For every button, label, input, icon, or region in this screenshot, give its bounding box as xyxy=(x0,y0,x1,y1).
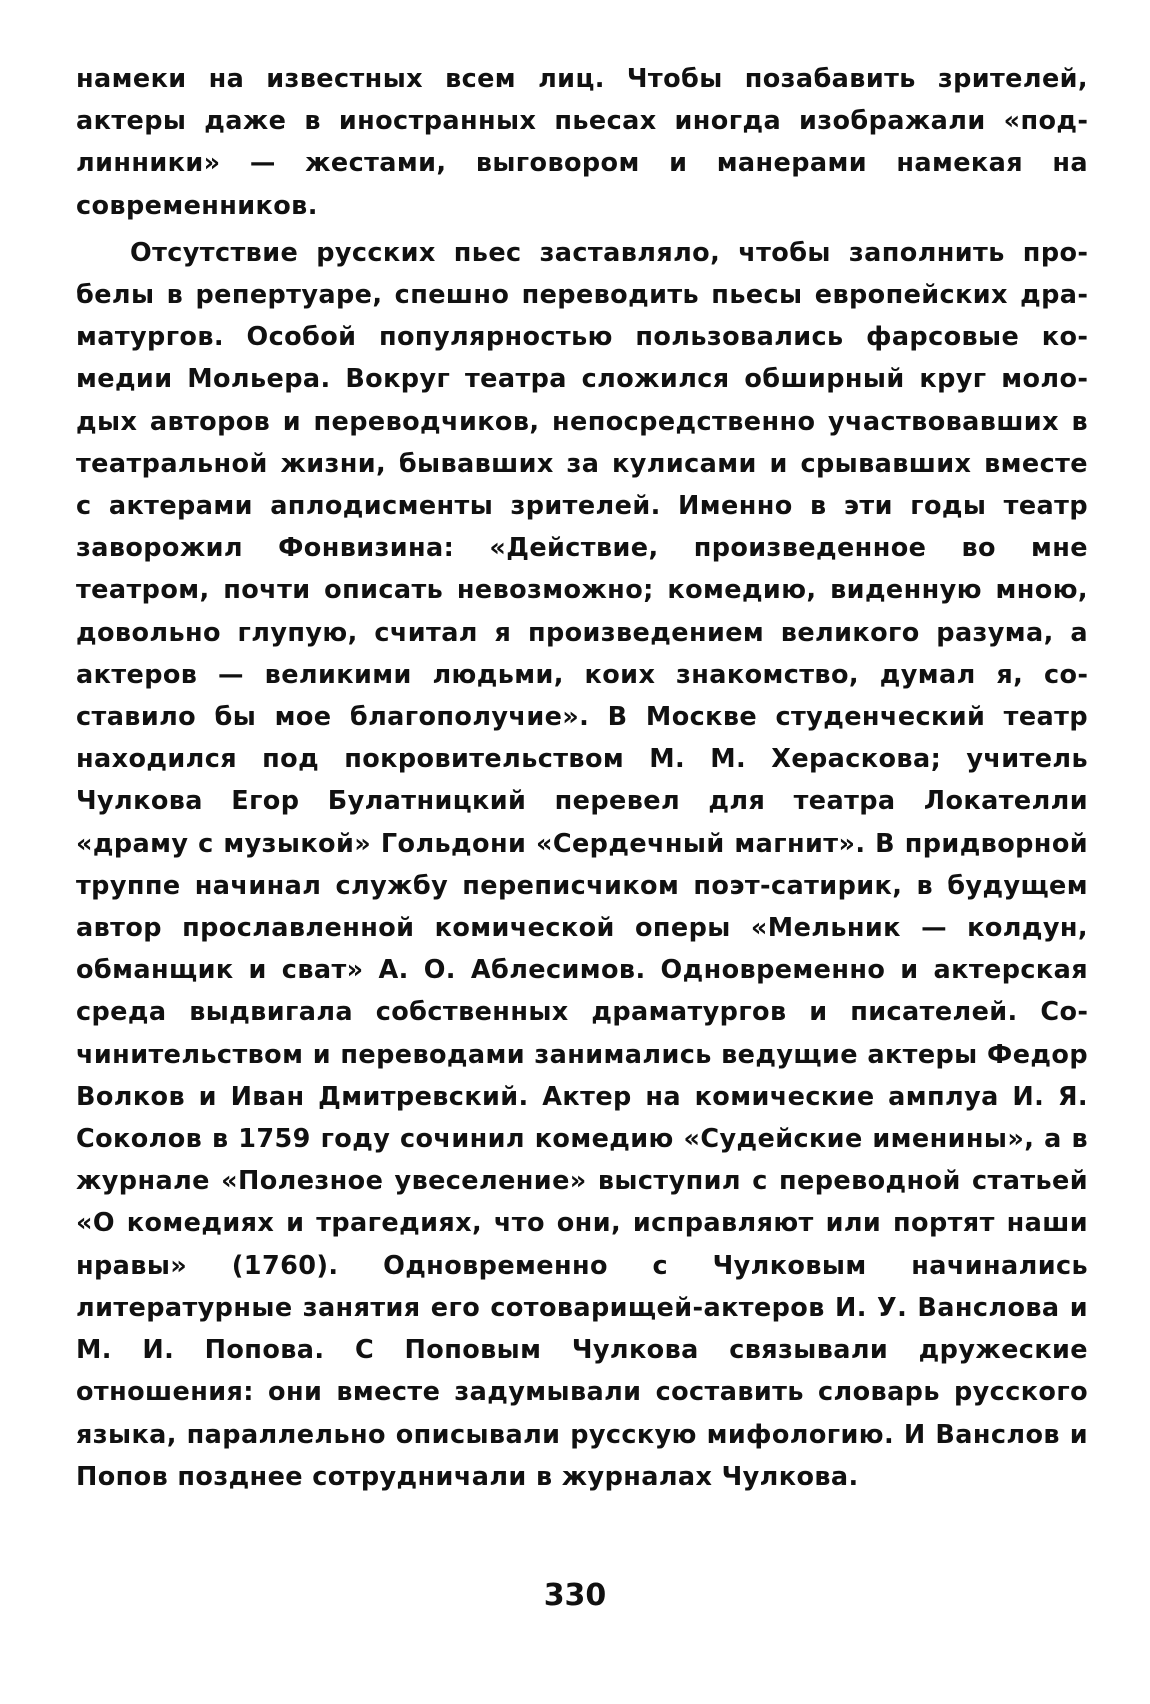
paragraph-continued: намеки на известных всем лиц. Чтобы позабавить зрителей, актеры даже в иностранных пьесах иногда изображали «подлинники» — жестами, выговором и манерами намекая на современников. xyxy=(76,64,1088,221)
page-body xyxy=(76,58,1088,1498)
paragraph-theatre: Отсутствие русских пьес заставляло, чтобы заполнить пробелы в репертуаре, спешно переводить пьесы европейских драматургов. Особой популярностью пользовались фарсовые комедии Мольера. Вокруг театра сложился обширный круг молодых авторов и переводчиков, непосредственно участвовавших в театральной жизни, бывавших за кулисами и срывавших вместе с актерами аплодисменты зрителей. Именно в эти годы театр заворожил Фонвизина: «Действие, произведенное во мне театром, почти описать невозможно; комедию, виденную мною, довольно глупую, считал я произведением великого разума, а актеров — великими людьми, коих знакомство, думал я, составило бы мое благополучие». В Москве студенческий театр находился под покровительством М. М. Хераскова; учитель Чулкова Егор Булатницкий перевел для театра Локателли «драму с музыкой» Гольдони «Сердечный магнит». В придворной труппе начинал службу переписчиком поэт-сатирик, в будущем автор прославленной комической оперы «Мельник — колдун, обманщик и сват» А. О. Аблесимов. Одновременно и актерская среда выдвигала собственных драматургов и писателей. Сочинительством и переводами занимались ведущие актеры Федор Волков и Иван Дмитревский. Актер на комические амплуа И. Я. Соколов в 1759 году сочинил комедию «Судейские именины», а в журнале «Полезное увеселение» выступил с переводной статьей «О комедиях и трагедиях, что они, исправляют или портят наши нравы» (1760). Одновременно с Чулковым начинались литературные занятия его сотоварищей-актеров И. У. Ванслова и М. И. Попова. С Поповым Чулкова связывали дружеские отношения: они вместе задумывали составить словарь русского языка, параллельно описывали русскую мифологию. И Ванслов и Попов позднее сотрудничали в журналах Чулкова. xyxy=(76,237,1088,1492)
page-number: 330 xyxy=(543,1578,607,1613)
